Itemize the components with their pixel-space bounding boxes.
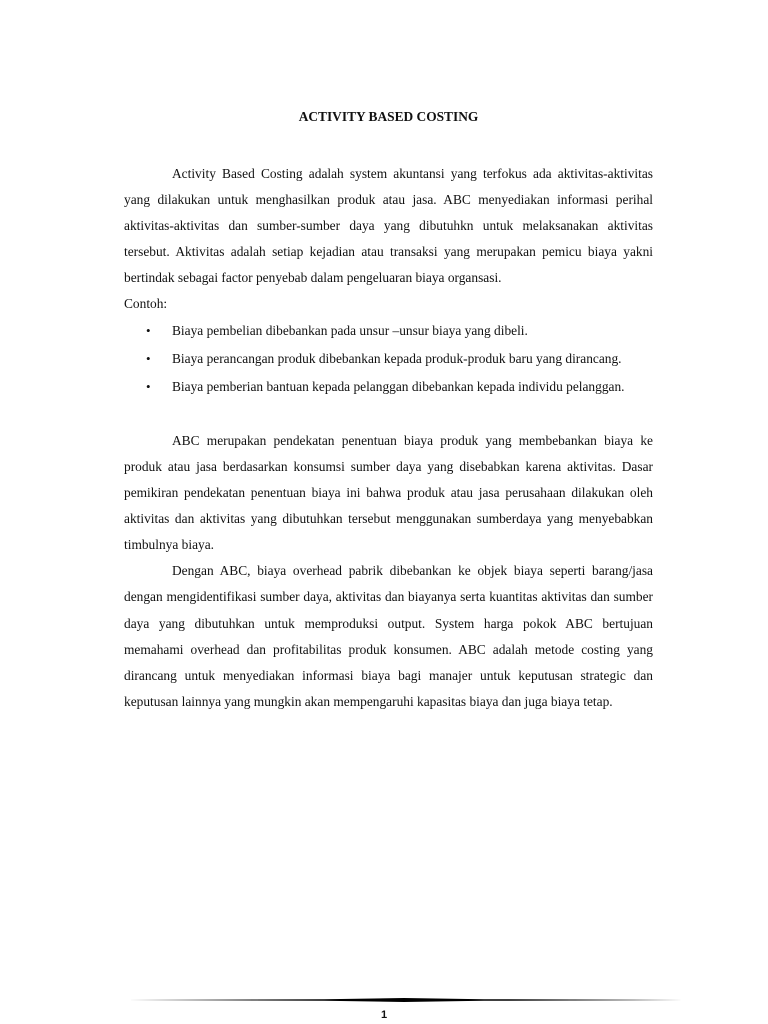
document-body [124, 107, 653, 715]
list-item [124, 346, 653, 372]
list-item [124, 318, 653, 344]
example-list [124, 318, 653, 400]
document-title: ACTIVITY BASED COSTING [298, 109, 479, 124]
footer-divider [124, 997, 683, 1003]
list-item [124, 374, 653, 400]
bullet-dot-icon: • [146, 378, 151, 394]
list-item-text: Biaya pembelian dibebankan pada unsur –unsur biaya yang dibeli. [172, 322, 528, 338]
list-item-text: Biaya pemberian bantuan kepada pelanggan dibebankan kepada individu pelanggan. [172, 378, 625, 394]
bullet-dot-icon: • [146, 350, 151, 366]
page-number: 1 [380, 1009, 388, 1021]
paragraph-abc-approach: ABC merupakan pendekatan penentuan biaya produk yang membebankan biaya ke produk atau jasa berdasarkan konsumsi sumber daya yang disebabkan karena aktivitas. Dasar pemikiran pendekatan penentuan biaya ini bahwa produk atau jasa perusahaan dilakukan oleh aktivitas dan aktivitas yang dibutuhkan tersebut menggunakan sumberdaya yang menyebabkan timbulnya biaya. [124, 432, 653, 553]
paragraph-intro: Activity Based Costing adalah system akuntansi yang terfokus ada aktivitas-aktivitas yang dilakukan untuk menghasilkan produk atau jasa. ABC menyediakan informasi perihal aktivitas-aktivitas dan sumber-sumber daya yang dibutuhkn untuk melaksanakan aktivitas tersebut. Aktivitas adalah setiap kejadian atau transaksi yang merupakan pemicu biaya yakni bertindak sebagai factor penyebab dalam pengeluaran biaya organsasi. [124, 166, 653, 286]
example-label: Contoh: [124, 296, 168, 312]
paragraph-spacer [124, 402, 653, 428]
bullet-dot-icon: • [146, 322, 151, 338]
paragraph-abc-overhead: Dengan ABC, biaya overhead pabrik dibebankan ke objek biaya seperti barang/jasa dengan mengidentifikasi sumber daya, aktivitas dan biayanya serta kuantitas aktivitas dan sumber daya yang dibutuhkan untuk memproduksi output. System harga pokok ABC bertujuan memahami overhead dan profitabilitas produk konsumen. ABC adalah metode costing yang dirancang untuk menyediakan informasi biaya bagi manajer untuk keputusan strategic dan keputusan lainnya yang mungkin akan mempengaruhi kapasitas biaya dan juga biaya tetap. [124, 563, 653, 709]
list-item-text: Biaya perancangan produk dibebankan kepada produk-produk baru yang dirancang. [172, 350, 622, 366]
